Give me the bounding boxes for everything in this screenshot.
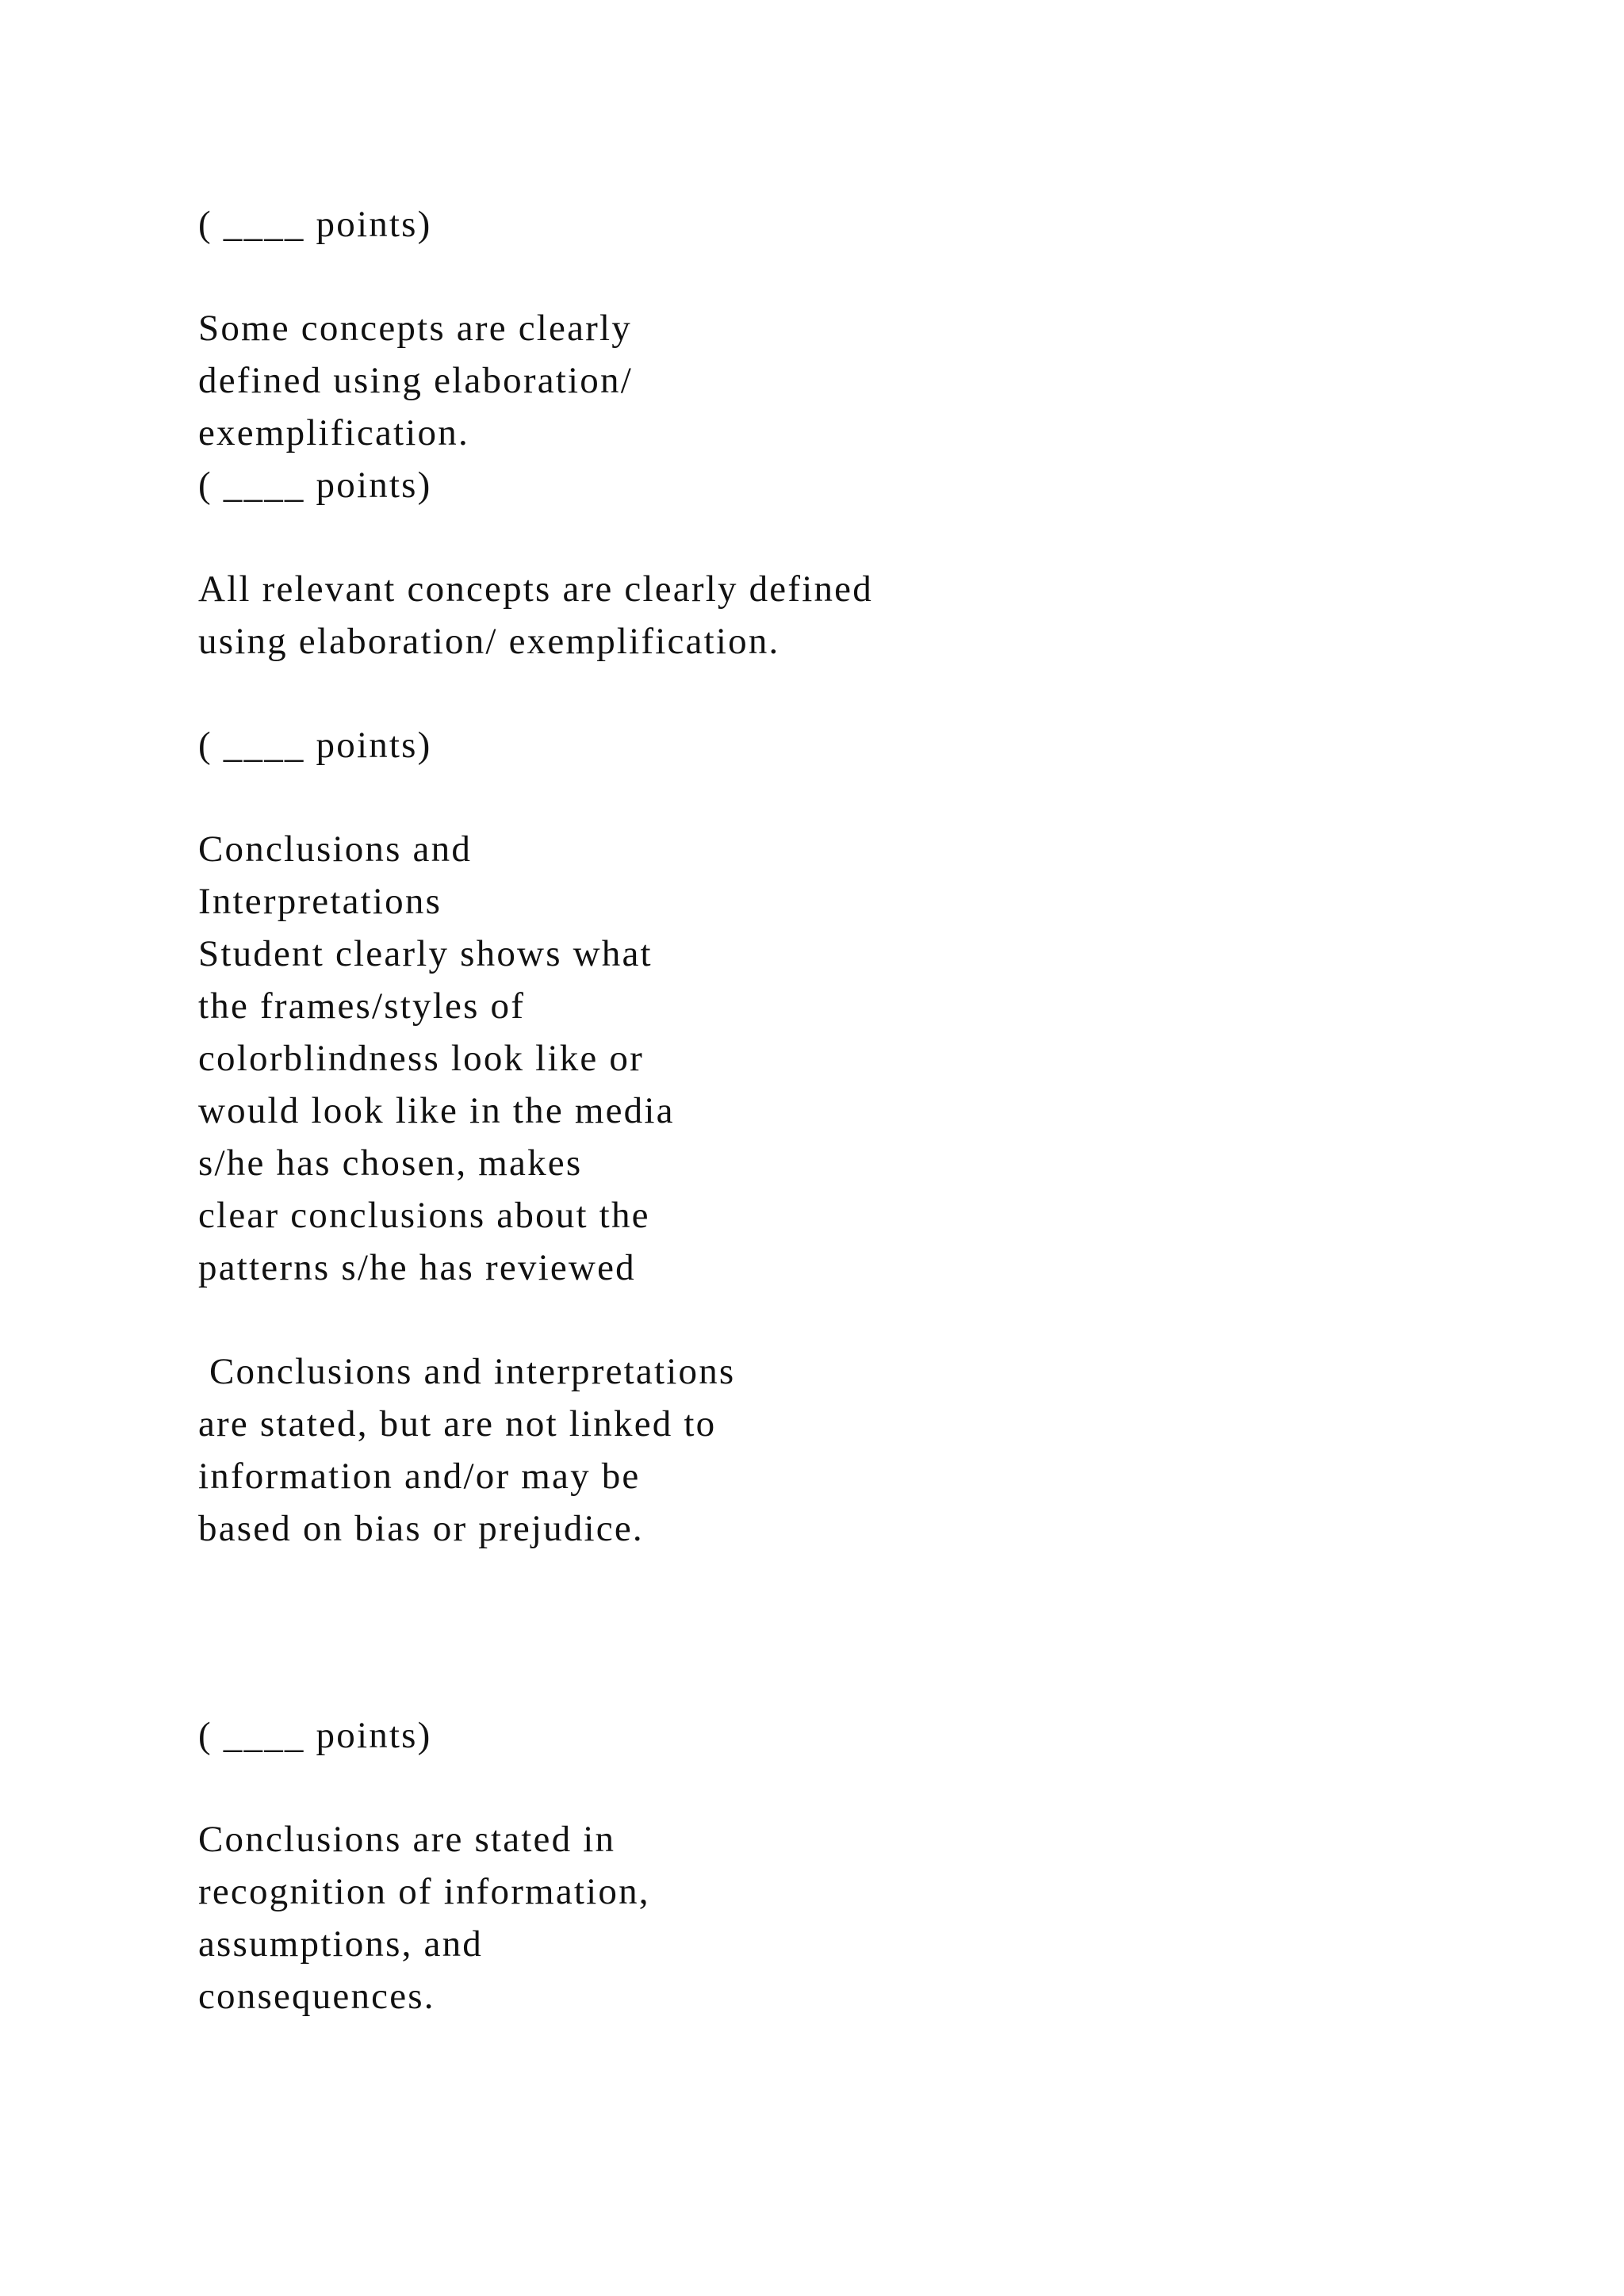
text-line: assumptions, and [198, 1923, 483, 1965]
text-line: Conclusions are stated in [198, 1819, 616, 1860]
section-heading: Interpretations [198, 881, 442, 922]
text-line: Some concepts are clearly [198, 308, 632, 349]
text-line: using elaboration/ exemplification. [198, 621, 780, 662]
text-line: colorblindness look like or [198, 1038, 644, 1079]
text-line: the frames/styles of [198, 985, 526, 1027]
points-blank-3: ( ____ points) [198, 725, 432, 766]
text-line: information and/or may be [198, 1456, 641, 1497]
text-line: based on bias or prejudice. [198, 1508, 644, 1549]
section-heading: Conclusions and [198, 828, 473, 870]
text-line: clear conclusions about the [198, 1195, 650, 1236]
text-line: exemplification. [198, 412, 469, 453]
text-line: consequences. [198, 1976, 435, 2017]
text-line: s/he has chosen, makes [198, 1142, 583, 1184]
points-blank-2: ( ____ points) [198, 465, 432, 506]
text-line: Student clearly shows what [198, 933, 653, 974]
text-line: patterns s/he has reviewed [198, 1247, 636, 1288]
text-line: defined using elaboration/ [198, 360, 633, 401]
text-line: Conclusions and interpretations [198, 1351, 736, 1392]
points-blank-4: ( ____ points) [198, 1715, 432, 1756]
text-line: would look like in the media [198, 1090, 675, 1131]
text-line: All relevant concepts are clearly defined [198, 568, 873, 610]
text-line: recognition of information, [198, 1871, 650, 1912]
text-line: are stated, but are not linked to [198, 1403, 717, 1445]
points-blank-1: ( ____ points) [198, 204, 432, 245]
